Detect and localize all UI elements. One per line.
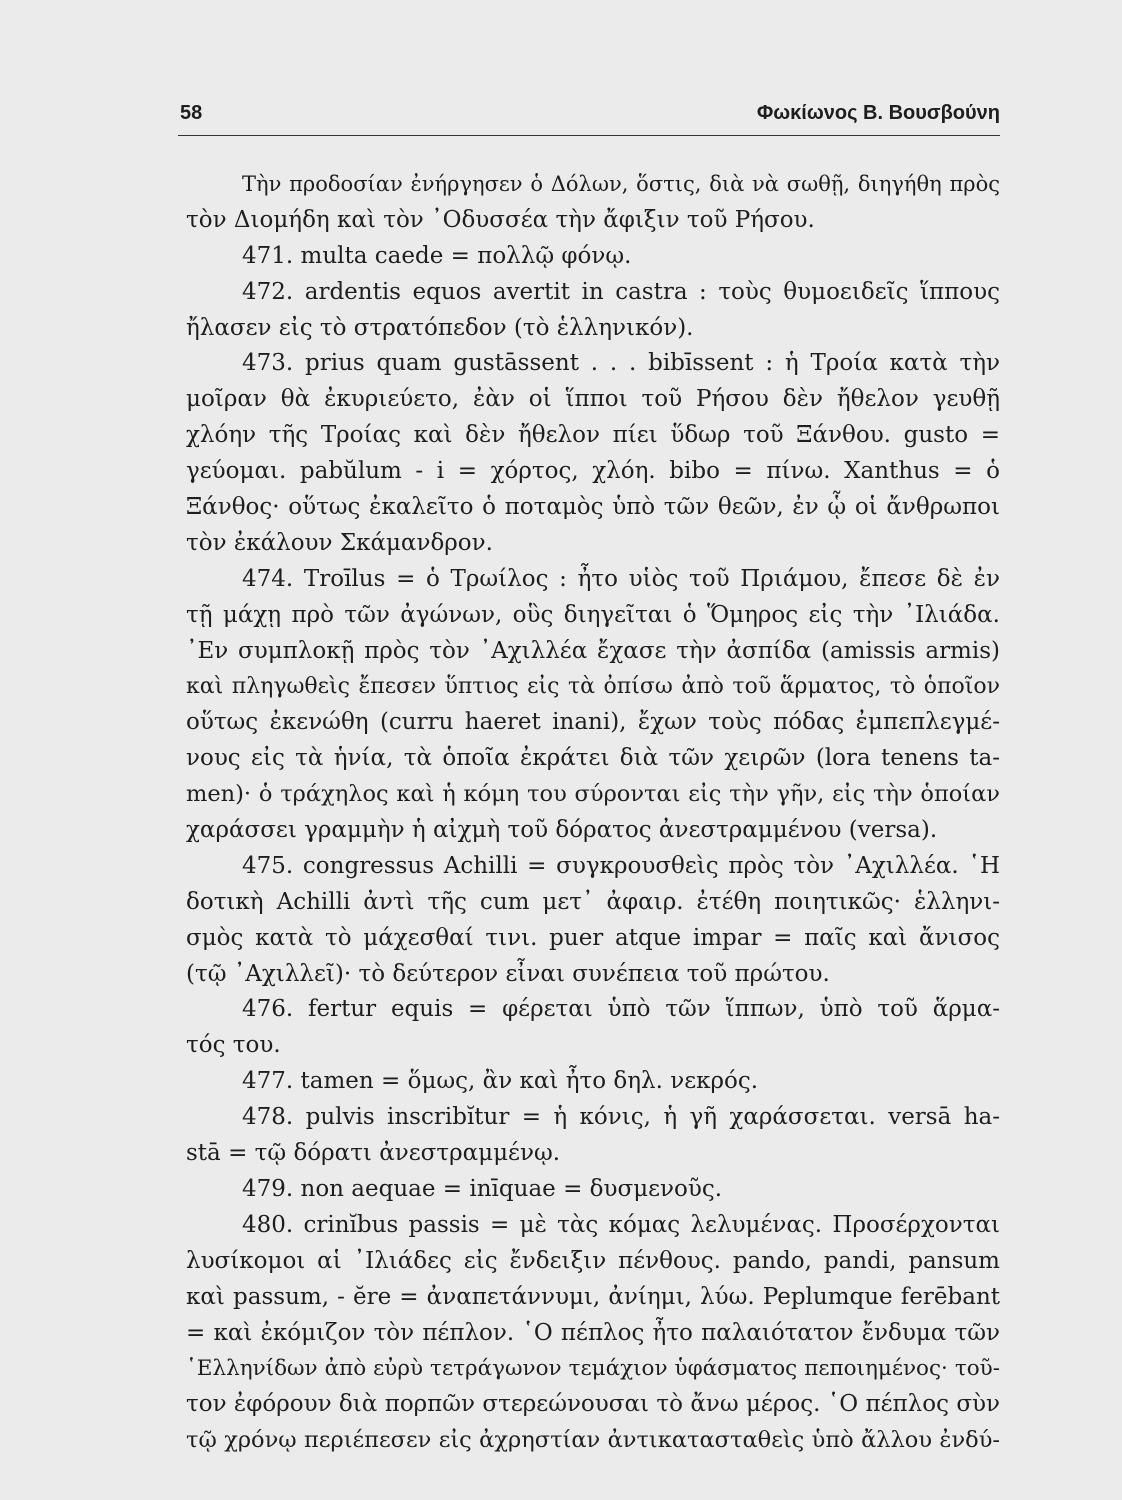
text-line: ῾Ελληνίδων ἀπὸ εὐρὺ τετράγωνον τεμάχιον ὑφάσματος πεποιημένος· τοῦ- — [186, 1356, 1000, 1382]
text-line: stā = τῷ δόρατι ἀνεστραμμένῳ. — [186, 1140, 561, 1167]
text-line: τῷ χρόνῳ περιέπεσεν εἰς ἀχρηστίαν ἀντικατασταθεὶς ὑπὸ ἄλλου ἐνδύ- — [186, 1427, 1000, 1454]
text-line: 476. fertur equis = φέρεται ὑπὸ τῶν ἵππων, ὑπὸ τοῦ ἅρμα- — [242, 996, 1000, 1023]
text-line: 472. ardentis equos avertit in castra : τοὺς θυμοειδεῖς ἵππους — [242, 278, 1000, 305]
text-line: οὕτως ἐκενώθη (curru haeret inani), ἔχων τοὺς πόδας ἐμπεπλεγμέ- — [186, 709, 1000, 736]
text-line: Ξάνθος· οὕτως ἐκαλεῖτο ὁ ποταμὸς ὑπὸ τῶν θεῶν, ἐν ᾧ οἱ ἄνθρωποι — [186, 494, 1000, 521]
text-line: ἤλασεν εἰς τὸ στρατόπεδον (τὸ ἑλληνικόν). — [186, 314, 694, 341]
commentary-text — [186, 167, 1000, 1459]
text-line: 473. prius quam gustāssent . . . bibīssent : ἡ Τροία κατὰ τὴν — [242, 350, 1000, 377]
text-line: σμὸς κατὰ τὸ μάχεσθαί τινι. puer atque impar = παῖς καὶ ἄνισος — [186, 924, 1000, 951]
text-line: τῇ μάχῃ πρὸ τῶν ἀγώνων, οὓς διηγεῖται ὁ Ὅμηρος εἰς τὴν ᾿Ιλιάδα. — [186, 601, 1000, 628]
text-line: τὸν ἐκάλουν Σκάμανδρον. — [186, 529, 493, 556]
text-line: 480. crinĭbus passis = μὲ τὰς κόμας λελυμένας. Προσέρχονται — [242, 1211, 1000, 1238]
text-line: 479. non aequae = inīquae = δυσμενοῦς. — [242, 1175, 723, 1202]
text-line: 478. pulvis inscribĭtur = ἡ κόνις, ἡ γῆ χαράσσεται. versā ha- — [242, 1104, 1000, 1131]
text-line: χαράσσει γραμμὴν ἡ αἰχμὴ τοῦ δόρατος ἀνεστραμμένου (versa). — [186, 817, 938, 844]
text-line: τός του. — [186, 1032, 281, 1059]
text-line: λυσίκομοι αἱ ᾿Ιλιάδες εἰς ἔνδειξιν πένθους. pando, pandi, pansum — [186, 1247, 1000, 1274]
text-line: = καὶ ἐκόμιζον τὸν πέπλον. ῾Ο πέπλος ἦτο παλαιότατον ἔνδυμα τῶν — [186, 1319, 1000, 1346]
text-line: (τῷ ᾿Αχιλλεῖ)· τὸ δεύτερον εἶναι συνέπεια τοῦ πρώτου. — [186, 960, 830, 987]
text-line: Τὴν προδοσίαν ἐνήργησεν ὁ Δόλων, ὅστις, διὰ νὰ σωθῇ, διηγήθη πρὸς — [242, 172, 1000, 196]
text-line: γεύομαι. pabŭlum - i = χόρτος, χλόη. bibo = πίνω. Xanthus = ὁ — [186, 458, 1000, 485]
text-line: τον ἐφόρουν διὰ πορπῶν στερεώνουσαι τὸ ἄνω μέρος. ῾Ο πέπλος σὺν — [186, 1391, 1000, 1418]
running-head: Φωκίωνος Β. Βουσβούνη — [756, 102, 1000, 124]
text-line: καὶ πληγωθεὶς ἔπεσεν ὕπτιος εἰς τὰ ὀπίσω ἀπὸ τοῦ ἅρματος, τὸ ὁποῖον — [186, 674, 1000, 700]
text-line: μοῖραν θὰ ἐκυριεύετο, ἐὰν οἱ ἵπποι τοῦ Ρήσου δὲν ἤθελον γευθῇ — [186, 386, 1000, 413]
text-line: 477. tamen = ὅμως, ἂν καὶ ἦτο δηλ. νεκρός. — [242, 1068, 759, 1095]
text-line: νους εἰς τὰ ἡνία, τὰ ὁποῖα ἐκράτει διὰ τῶν χειρῶν (lora tenens ta- — [186, 745, 1000, 772]
text-line: 475. congressus Achilli = συγκρουσθεὶς πρὸς τὸν ᾿Αχιλλέα. ῾Η — [242, 852, 1000, 879]
text-line: 474. Troīlus = ὁ Τρωίλος : ἦτο υἱὸς τοῦ Πριάμου, ἔπεσε δὲ ἐν — [242, 565, 1000, 592]
header-rule — [178, 135, 1000, 136]
page-number: 58 — [180, 102, 203, 124]
text-line: τὸν Διομήδη καὶ τὸν ᾿Οδυσσέα τὴν ἄφιξιν τοῦ Ρήσου. — [186, 206, 815, 233]
text-line: 471. multa caede = πολλῷ φόνῳ. — [242, 242, 632, 269]
page-header — [180, 102, 1000, 134]
text-line: καὶ passum, - ĕre = ἀναπετάννυμι, ἀνίημι, λύω. Peplumque ferēbant — [186, 1283, 1000, 1310]
text-line: χλόην τῆς Τροίας καὶ δὲν ἤθελον πίει ὕδωρ τοῦ Ξάνθου. gusto = — [186, 422, 1000, 449]
text-line: δοτικὴ Achilli ἀντὶ τῆς cum μετ᾿ ἀφαιρ. ἐτέθη ποιητικῶς· ἑλληνι- — [186, 888, 1000, 915]
text-line: men)· ὁ τράχηλος καὶ ἡ κόμη του σύρονται εἰς τὴν γῆν, εἰς τὴν ὁποίαν — [186, 781, 1000, 808]
text-line: ᾿Εν συμπλοκῇ πρὸς τὸν ᾿Αχιλλέα ἔχασε τὴν ἀσπίδα (amissis armis) — [186, 637, 1000, 664]
